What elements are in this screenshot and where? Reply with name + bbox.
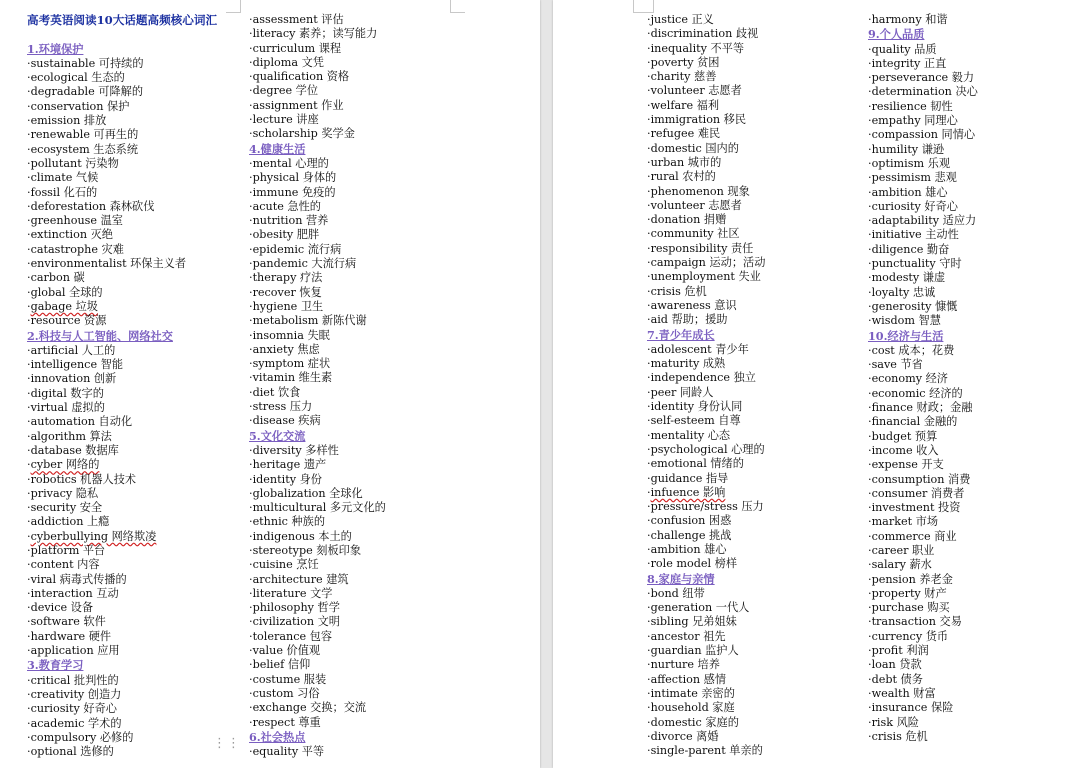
vocab-item: · catastrophe 灾难 [27, 243, 217, 257]
vocab-item: · divorce 离婚 [647, 730, 765, 744]
vocab-item: · market 市场 [868, 515, 978, 529]
vocab-item: · optimism 乐观 [868, 157, 978, 171]
vocab-item: · curiosity 好奇心 [868, 200, 978, 214]
vocab-item: · globalization 全球化 [249, 487, 386, 501]
vocab-item: · critical 批判性的 [27, 674, 217, 688]
vocab-item: · creativity 创造力 [27, 688, 217, 702]
vocab-item: · risk 风险 [868, 716, 978, 730]
vocab-item: · empathy 同理心 [868, 114, 978, 128]
vocab-item: · expense 开支 [868, 458, 978, 472]
vocab-item: · ecological 生态的 [27, 71, 217, 85]
vocab-item: · transaction 交易 [868, 615, 978, 629]
vocab-item: · conservation 保护 [27, 100, 217, 114]
vocab-item: · poverty 贫困 [647, 56, 765, 70]
vocab-item: · respect 尊重 [249, 716, 386, 730]
section-heading [249, 730, 386, 745]
section-heading-text: 9.个人品质 [868, 27, 925, 42]
vocab-item: · emission 排放 [27, 114, 217, 128]
vocab-item: · consumption 消费 [868, 473, 978, 487]
vocab-item: · urban 城市的 [647, 156, 765, 170]
vocab-item: · scholarship 奖学金 [249, 127, 386, 141]
vocab-item: · degradable 可降解的 [27, 85, 217, 99]
vocab-item: · diet 饮食 [249, 386, 386, 400]
vocab-item: · perseverance 毅力 [868, 71, 978, 85]
vocab-item: · viral 病毒式传播的 [27, 573, 217, 587]
vocab-item: · charity 慈善 [647, 70, 765, 84]
vocab-item: · metabolism 新陈代谢 [249, 314, 386, 328]
vocab-item: · budget 预算 [868, 430, 978, 444]
vocab-item: · literacy 素养；读写能力 [249, 27, 386, 41]
vocab-item: · wealth 财富 [868, 687, 978, 701]
vocab-item: · ancestor 祖先 [647, 630, 765, 644]
section-heading [27, 658, 217, 673]
vocab-item: · pressure/stress 压力 [647, 500, 765, 514]
spellcheck-flagged-text: cyber 网络的 [30, 458, 100, 472]
vocab-item: · financial 金融的 [868, 415, 978, 429]
vocab-item: · addiction 上瘾 [27, 515, 217, 529]
vocab-item: · custom 习俗 [249, 687, 386, 701]
vocab-item: · consumer 消费者 [868, 487, 978, 501]
vocab-item: · multicultural 多元文化的 [249, 501, 386, 515]
vocab-item [647, 486, 765, 500]
vocab-item: · salary 薪水 [868, 558, 978, 572]
vocab-item: · indigenous 本土的 [249, 530, 386, 544]
vocab-item: · affection 感情 [647, 673, 765, 687]
spellcheck-flagged-text: gabage 垃圾 [30, 299, 98, 313]
vocab-item: · quality 品质 [868, 43, 978, 57]
vocab-item: · generation 一代人 [647, 601, 765, 615]
vocab-item: · humility 谦逊 [868, 143, 978, 157]
vocab-item: · tolerance 包容 [249, 630, 386, 644]
section-heading-text: 3.教育学习 [27, 658, 84, 673]
vocab-item: · architecture 建筑 [249, 573, 386, 587]
vocab-item: · diversity 多样性 [249, 444, 386, 458]
vocab-item: · adaptability 适应力 [868, 214, 978, 228]
vocab-column-1 [27, 13, 217, 759]
vocab-item: · content 内容 [27, 558, 217, 572]
vocab-item: · sibling 兄弟姐妹 [647, 615, 765, 629]
vocab-item: · diploma 文凭 [249, 56, 386, 70]
vocab-item: · literature 文学 [249, 587, 386, 601]
vocab-item: · psychological 心理的 [647, 443, 765, 457]
vocab-item: · immigration 移民 [647, 113, 765, 127]
vocab-item: · initiative 主动性 [868, 228, 978, 242]
vocab-item: · crisis 危机 [647, 285, 765, 299]
vocab-item: · deforestation 森林砍伐 [27, 200, 217, 214]
vocab-item: · heritage 遗产 [249, 458, 386, 472]
vocab-column-3 [647, 13, 765, 758]
vocab-item: · maturity 成熟 [647, 357, 765, 371]
vocab-item: · ecosystem 生态系统 [27, 143, 217, 157]
vocab-item: · career 职业 [868, 544, 978, 558]
vocab-item: · unemployment 失业 [647, 270, 765, 284]
section-heading [868, 27, 978, 42]
vocab-item: · finance 财政；金融 [868, 401, 978, 415]
vocab-item: · symptom 症状 [249, 357, 386, 371]
vocab-item: · role model 榜样 [647, 557, 765, 571]
vocab-item: · degree 学位 [249, 84, 386, 98]
section-heading-text: 1.环境保护 [27, 41, 84, 56]
vocab-item: · pollutant 污染物 [27, 157, 217, 171]
section-heading-text: 8.家庭与亲情 [647, 571, 715, 586]
vocab-item: · property 财产 [868, 587, 978, 601]
section-heading [868, 329, 978, 344]
vocab-item: · belief 信仰 [249, 658, 386, 672]
vocab-item: · debt 债务 [868, 673, 978, 687]
vocab-item: · guidance 指导 [647, 472, 765, 486]
vocab-item: · determination 决心 [868, 85, 978, 99]
section-heading [27, 329, 217, 344]
vocab-item: · hardware 硬件 [27, 630, 217, 644]
section-heading-text: 2.科技与人工智能、网络社交 [27, 328, 173, 343]
vocab-item: · hygiene 卫生 [249, 300, 386, 314]
vocab-item: · therapy 疗法 [249, 271, 386, 285]
vocab-item: · pension 养老金 [868, 573, 978, 587]
vocab-item: · robotics 机器人技术 [27, 473, 217, 487]
vocab-item: · economy 经济 [868, 372, 978, 386]
vocab-item: · confusion 困惑 [647, 514, 765, 528]
vocab-item: · domestic 家庭的 [647, 716, 765, 730]
vocab-item: · adolescent 青少年 [647, 343, 765, 357]
vocab-item: · stress 压力 [249, 400, 386, 414]
section-heading-text: 4.健康生活 [249, 141, 306, 156]
vocab-item: · responsibility 责任 [647, 242, 765, 256]
section-heading-text: 7.青少年成长 [647, 327, 715, 342]
vocab-item: · civilization 文明 [249, 615, 386, 629]
vocab-item: · community 社区 [647, 227, 765, 241]
vocab-item: · academic 学术的 [27, 717, 217, 731]
vocab-item: · identity 身份 [249, 473, 386, 487]
vocab-item: · domestic 国内的 [647, 142, 765, 156]
section-heading-text: 10.经济与生活 [868, 328, 944, 343]
vocab-item: · justice 正义 [647, 13, 765, 27]
vocab-item: · compulsory 必修的 [27, 731, 217, 745]
vocab-item: · currency 货币 [868, 630, 978, 644]
vocab-item: · curiosity 好奇心 [27, 702, 217, 716]
vocab-item: · virtual 虚拟的 [27, 401, 217, 415]
vocab-item: · algorithm 算法 [27, 430, 217, 444]
vocab-item: · device 设备 [27, 601, 217, 615]
vocab-item: · identity 身份认同 [647, 400, 765, 414]
vocab-item: · privacy 隐私 [27, 487, 217, 501]
vocab-item: · donation 捐赠 [647, 213, 765, 227]
vocab-item: · automation 自动化 [27, 415, 217, 429]
vocab-item: · software 软件 [27, 615, 217, 629]
vocab-item: · volunteer 志愿者 [647, 84, 765, 98]
vocab-item: · generosity 慷慨 [868, 300, 978, 314]
vocab-item: · refugee 难民 [647, 127, 765, 141]
section-heading-text: 5.文化交流 [249, 428, 306, 443]
vocab-item: · cuisine 烹饪 [249, 558, 386, 572]
vocab-item: · platform 平台 [27, 544, 217, 558]
drag-handle-icon[interactable]: ⋮⋮ [213, 736, 241, 751]
vocab-item: · renewable 可再生的 [27, 128, 217, 142]
vocab-item: · purchase 购买 [868, 601, 978, 615]
vocab-item: · immune 免疫的 [249, 186, 386, 200]
vocab-item: · resilience 韧性 [868, 100, 978, 114]
vocab-item: · artificial 人工的 [27, 344, 217, 358]
vocab-item: · optional 选修的 [27, 745, 217, 759]
section-heading-text: 6.社会热点 [249, 729, 306, 744]
vocab-item: · aid 帮助；援助 [647, 313, 765, 327]
vocab-item: · application 应用 [27, 644, 217, 658]
vocab-item: · wisdom 智慧 [868, 314, 978, 328]
vocab-item: · equality 平等 [249, 745, 386, 759]
vocab-item: · assignment 作业 [249, 99, 386, 113]
vocab-item: · peer 同龄人 [647, 386, 765, 400]
vocab-item [27, 530, 217, 544]
vocab-item: · recover 恢复 [249, 286, 386, 300]
vocab-item: · climate 气候 [27, 171, 217, 185]
page-margin-mark [450, 0, 465, 13]
vocab-item: · inequality 不平等 [647, 42, 765, 56]
vocab-item: · assessment 评估 [249, 13, 386, 27]
vocab-item: · insomnia 失眠 [249, 329, 386, 343]
vocab-item: · income 收入 [868, 444, 978, 458]
document-page-right[interactable] [553, 0, 1080, 768]
vocab-item: · punctuality 守时 [868, 257, 978, 271]
vocab-item: · greenhouse 温室 [27, 214, 217, 228]
page-margin-mark [639, 0, 654, 13]
vocab-item: · costume 服装 [249, 673, 386, 687]
vocab-item: · self-esteem 自尊 [647, 414, 765, 428]
vocab-item: · pandemic 大流行病 [249, 257, 386, 271]
vocab-item: · commerce 商业 [868, 530, 978, 544]
vocab-item: · compassion 同情心 [868, 128, 978, 142]
vocab-item: · ambition 雄心 [647, 543, 765, 557]
vocab-item: · qualification 资格 [249, 70, 386, 84]
vocab-item: · welfare 福利 [647, 99, 765, 113]
vocab-item: · fossil 化石的 [27, 186, 217, 200]
vocab-item: · mentality 心态 [647, 429, 765, 443]
document-title: 高考英语阅读10大话题高频核心词汇 [27, 13, 218, 27]
vocab-item: · ethnic 种族的 [249, 515, 386, 529]
vocab-item: · mental 心理的 [249, 157, 386, 171]
vocab-item: · economic 经济的 [868, 387, 978, 401]
vocab-item: · environmentalist 环保主义者 [27, 257, 217, 271]
vocab-item: · rural 农村的 [647, 170, 765, 184]
vocab-item: · database 数据库 [27, 444, 217, 458]
vocab-item: · cost 成本；花费 [868, 344, 978, 358]
vocab-item: · innovation 创新 [27, 372, 217, 386]
section-heading [249, 429, 386, 444]
vocab-item: · vitamin 维生素 [249, 371, 386, 385]
vocab-item: · independence 独立 [647, 371, 765, 385]
vocab-item: · crisis 危机 [868, 730, 978, 744]
vocab-item: · modesty 谦虚 [868, 271, 978, 285]
vocab-item: · nutrition 营养 [249, 214, 386, 228]
vocab-item: · carbon 碳 [27, 271, 217, 285]
vocab-item: · ambition 雄心 [868, 186, 978, 200]
vocab-item: · profit 利润 [868, 644, 978, 658]
vocab-item: · phenomenon 现象 [647, 185, 765, 199]
vocab-item: · awareness 意识 [647, 299, 765, 313]
section-heading [647, 328, 765, 343]
vocab-item: · campaign 运动；活动 [647, 256, 765, 270]
vocab-column-2 [249, 13, 386, 759]
vocab-item: · integrity 正直 [868, 57, 978, 71]
vocab-item: · value 价值观 [249, 644, 386, 658]
vocab-item: · insurance 保险 [868, 701, 978, 715]
vocab-item: · investment 投资 [868, 501, 978, 515]
vocab-item: · security 安全 [27, 501, 217, 515]
vocab-item: · pessimism 悲观 [868, 171, 978, 185]
vocab-column-4 [868, 13, 978, 744]
vocab-item: · harmony 和谐 [868, 13, 978, 27]
vocab-item: · nurture 培养 [647, 658, 765, 672]
vocab-item: · obesity 肥胖 [249, 228, 386, 242]
vocab-item: · resource 资源 [27, 314, 217, 328]
vocab-item: · volunteer 志愿者 [647, 199, 765, 213]
vocab-item [27, 458, 217, 472]
vocab-item: · emotional 情绪的 [647, 457, 765, 471]
vocab-item: · bond 纽带 [647, 587, 765, 601]
spellcheck-flagged-text: cyberbullying 网络欺凌 [30, 529, 157, 543]
vocab-item: · diligence 勤奋 [868, 243, 978, 257]
vocab-item: · loan 贷款 [868, 658, 978, 672]
vocab-item: · challenge 挑战 [647, 529, 765, 543]
vocab-item: · single-parent 单亲的 [647, 744, 765, 758]
vocab-item: · guardian 监护人 [647, 644, 765, 658]
section-heading [27, 42, 217, 57]
vocab-item: · acute 急性的 [249, 200, 386, 214]
vocab-item: · intelligence 智能 [27, 358, 217, 372]
vocab-item: · lecture 讲座 [249, 113, 386, 127]
section-heading [647, 572, 765, 587]
vocab-item: · sustainable 可持续的 [27, 57, 217, 71]
vocab-item: · discrimination 歧视 [647, 27, 765, 41]
vocab-item: · interaction 互动 [27, 587, 217, 601]
vocab-item: · disease 疾病 [249, 414, 386, 428]
vocab-item [27, 300, 217, 314]
vocab-item: · household 家庭 [647, 701, 765, 715]
vocab-item: · loyalty 忠诚 [868, 286, 978, 300]
vocab-item: · physical 身体的 [249, 171, 386, 185]
vocab-item: · intimate 亲密的 [647, 687, 765, 701]
vocab-item: · digital 数字的 [27, 387, 217, 401]
page-margin-mark [226, 0, 241, 13]
section-heading [249, 142, 386, 157]
vocab-item: · anxiety 焦虑 [249, 343, 386, 357]
vocab-item: · curriculum 课程 [249, 42, 386, 56]
vocab-item: · extinction 灭绝 [27, 228, 217, 242]
vocab-item: · exchange 交换；交流 [249, 701, 386, 715]
spellcheck-flagged-text: infuence 影响 [650, 485, 726, 499]
vocab-item: · save 节省 [868, 358, 978, 372]
vocab-item: · philosophy 哲学 [249, 601, 386, 615]
vocab-item: · epidemic 流行病 [249, 243, 386, 257]
vocab-item: · stereotype 刻板印象 [249, 544, 386, 558]
vocab-item: · global 全球的 [27, 286, 217, 300]
